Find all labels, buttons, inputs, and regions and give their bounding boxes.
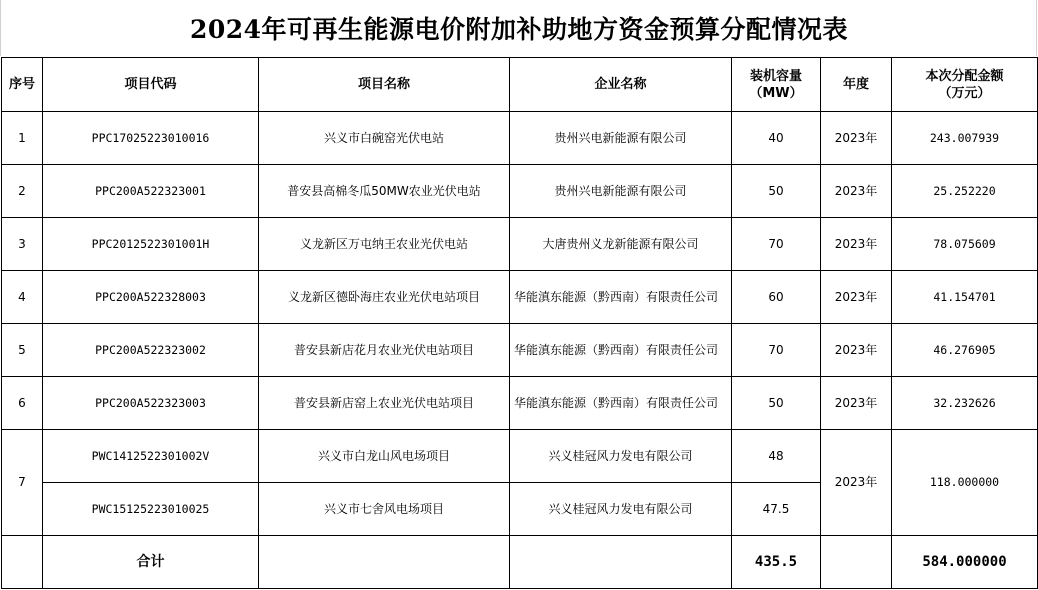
cell-capacity: 70 <box>732 218 821 271</box>
cell-capacity: 40 <box>732 112 821 165</box>
allocation-table <box>1 57 1038 589</box>
cell-amount: 25.252220 <box>892 165 1038 218</box>
table-row <box>2 218 1038 271</box>
table-row <box>2 377 1038 430</box>
table-row <box>2 324 1038 377</box>
cell-year: 2023年 <box>821 377 892 430</box>
cell-company: 贵州兴电新能源有限公司 <box>510 112 732 165</box>
cell-name: 普安县新店窑上农业光伏电站项目 <box>259 377 510 430</box>
cell-code: PPC200A522323001 <box>43 165 259 218</box>
header-amount-line2: （万元） <box>938 85 991 101</box>
cell-year: 2023年 <box>821 165 892 218</box>
cell-name: 普安县新店花月农业光伏电站项目 <box>259 324 510 377</box>
cell-total-seq <box>2 536 43 589</box>
cell-code: PPC2012522301001H <box>43 218 259 271</box>
cell-seq: 6 <box>2 377 43 430</box>
cell-capacity: 47.5 <box>732 483 821 536</box>
header-amount-line1: 本次分配金额 <box>925 68 1004 84</box>
cell-seq: 1 <box>2 112 43 165</box>
cell-capacity: 48 <box>732 430 821 483</box>
header-amount <box>892 58 1038 112</box>
cell-name: 义龙新区万屯纳王农业光伏电站 <box>259 218 510 271</box>
cell-name: 普安县高棉冬瓜50MW农业光伏电站 <box>259 165 510 218</box>
cell-company: 华能滇东能源（黔西南）有限责任公司 <box>510 377 732 430</box>
cell-company: 大唐贵州义龙新能源有限公司 <box>510 218 732 271</box>
cell-seq: 3 <box>2 218 43 271</box>
cell-total-name <box>259 536 510 589</box>
cell-company: 贵州兴电新能源有限公司 <box>510 165 732 218</box>
cell-company: 兴义桂冠风力发电有限公司 <box>510 430 732 483</box>
cell-code: PPC17025223010016 <box>43 112 259 165</box>
cell-amount: 32.232626 <box>892 377 1038 430</box>
cell-name: 义龙新区德卧海庄农业光伏电站项目 <box>259 271 510 324</box>
cell-company: 华能滇东能源（黔西南）有限责任公司 <box>510 271 732 324</box>
cell-code: PPC200A522328003 <box>43 271 259 324</box>
header-company: 企业名称 <box>510 58 732 112</box>
cell-capacity: 70 <box>732 324 821 377</box>
header-code: 项目代码 <box>43 58 259 112</box>
cell-year: 2023年 <box>821 324 892 377</box>
header-capacity-line1: 装机容量 <box>749 68 802 84</box>
cell-code: PPC200A522323003 <box>43 377 259 430</box>
table-row <box>2 165 1038 218</box>
cell-code: PPC200A522323002 <box>43 324 259 377</box>
cell-total-year <box>821 536 892 589</box>
cell-name: 兴义市白碗窑光伏电站 <box>259 112 510 165</box>
cell-amount: 46.276905 <box>892 324 1038 377</box>
cell-code: PWC1412522301002V <box>43 430 259 483</box>
cell-capacity: 60 <box>732 271 821 324</box>
header-row <box>2 58 1038 112</box>
header-name: 项目名称 <box>259 58 510 112</box>
table-row <box>2 112 1038 165</box>
header-capacity <box>732 58 821 112</box>
cell-year: 2023年 <box>821 112 892 165</box>
total-amount: 584.000000 <box>892 536 1038 589</box>
cell-company: 兴义桂冠风力发电有限公司 <box>510 483 732 536</box>
cell-seq: 5 <box>2 324 43 377</box>
cell-amount: 243.007939 <box>892 112 1038 165</box>
table-row <box>2 271 1038 324</box>
total-row <box>2 536 1038 589</box>
cell-year: 2023年 <box>821 430 892 536</box>
table-row <box>2 430 1038 483</box>
cell-seq: 7 <box>2 430 43 536</box>
cell-total-company <box>510 536 732 589</box>
header-year: 年度 <box>821 58 892 112</box>
cell-company: 华能滇东能源（黔西南）有限责任公司 <box>510 324 732 377</box>
cell-seq: 4 <box>2 271 43 324</box>
cell-year: 2023年 <box>821 218 892 271</box>
cell-year: 2023年 <box>821 271 892 324</box>
cell-amount: 78.075609 <box>892 218 1038 271</box>
cell-amount: 118.000000 <box>892 430 1038 536</box>
cell-seq: 2 <box>2 165 43 218</box>
cell-capacity: 50 <box>732 165 821 218</box>
cell-name: 兴义市白龙山风电场项目 <box>259 430 510 483</box>
total-label: 合计 <box>43 536 259 589</box>
cell-amount: 41.154701 <box>892 271 1038 324</box>
header-seq: 序号 <box>2 58 43 112</box>
cell-capacity: 50 <box>732 377 821 430</box>
total-capacity: 435.5 <box>732 536 821 589</box>
page-title: 2024年可再生能源电价附加补助地方资金预算分配情况表 <box>189 15 849 44</box>
header-capacity-line2: （MW） <box>749 85 803 101</box>
cell-name: 兴义市七舍风电场项目 <box>259 483 510 536</box>
cell-code: PWC15125223010025 <box>43 483 259 536</box>
